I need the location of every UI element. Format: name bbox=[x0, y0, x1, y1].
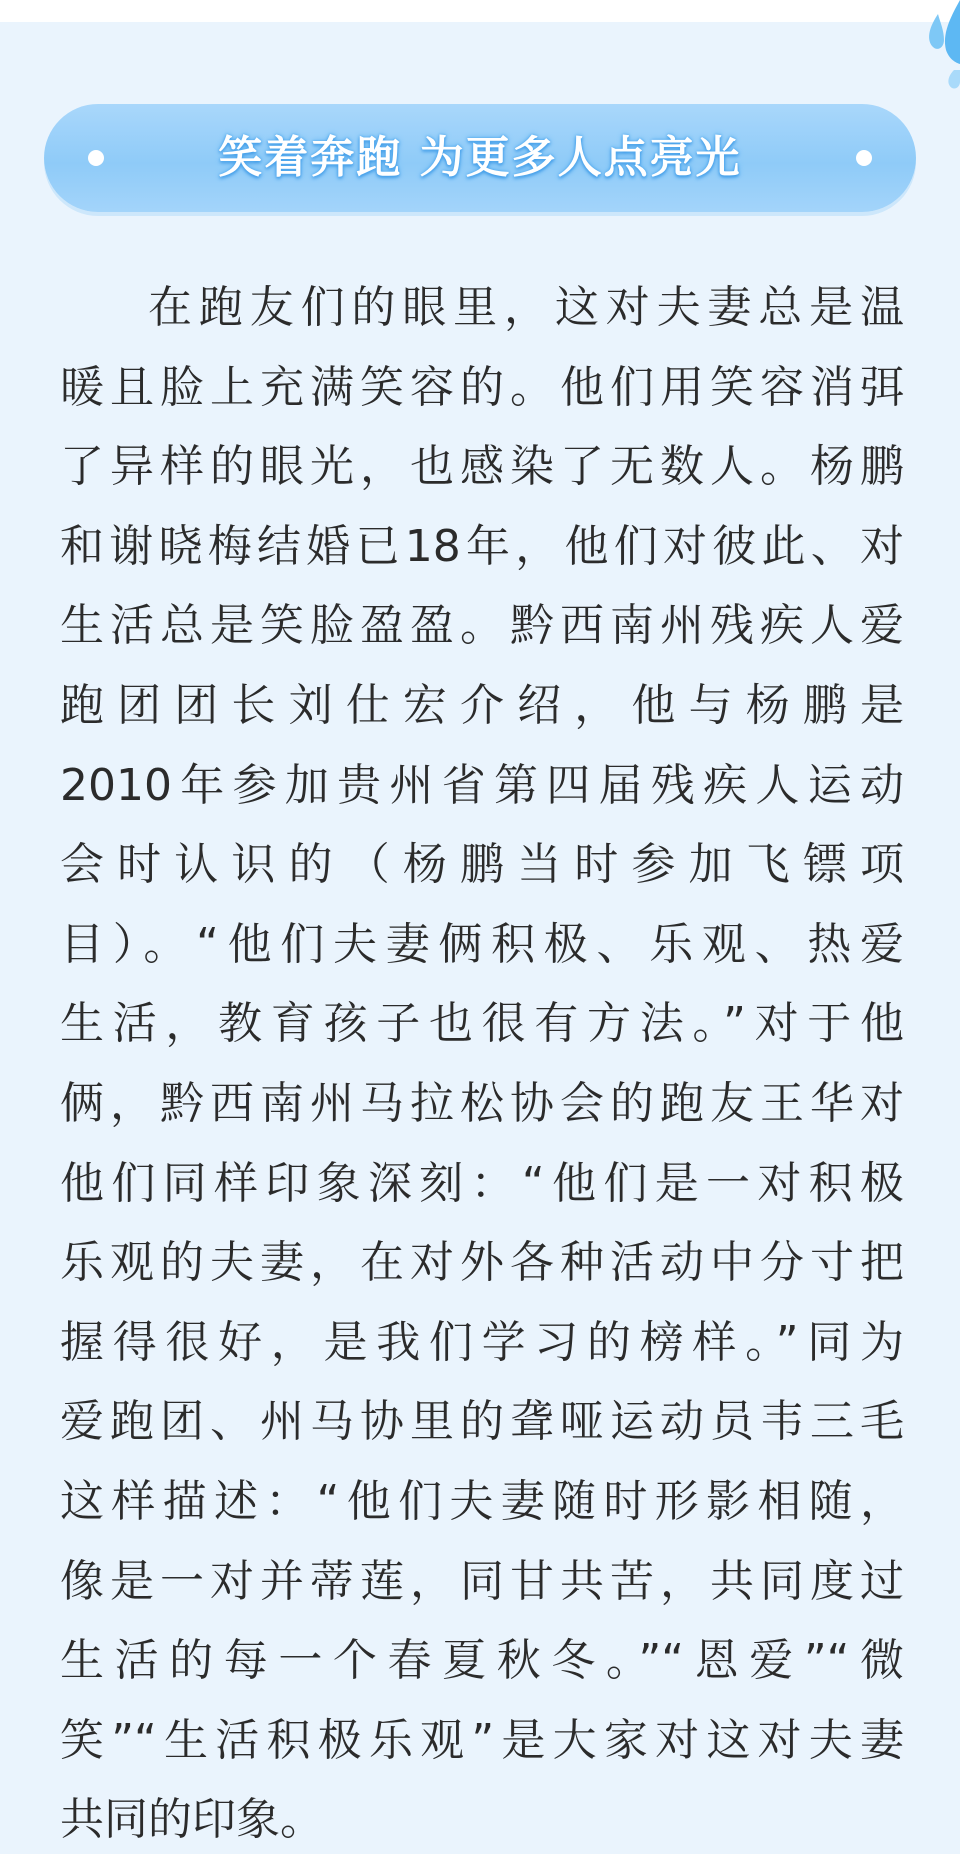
article-line: 生活，教育孩子也很有方法。”对于他 bbox=[60, 998, 904, 1050]
article-body bbox=[60, 268, 904, 1860]
article-line: 会时认识的（杨鹏当时参加飞镖项 bbox=[60, 839, 904, 891]
article-line: 爱跑团、州马协里的聋哑运动员韦三毛 bbox=[60, 1396, 904, 1448]
article-line: 暖且脸上充满笑容的。他们用笑容消弭 bbox=[60, 361, 904, 413]
article-line: 目）。“他们夫妻俩积极、乐观、热爱 bbox=[60, 918, 904, 970]
article-line: 这样描述：“他们夫妻随时形影相随， bbox=[60, 1475, 904, 1527]
article-line: 生活的每一个春夏秋冬。”“恩爱”“微 bbox=[60, 1635, 904, 1687]
article-line: 乐观的夫妻，在对外各种活动中分寸把 bbox=[60, 1237, 904, 1289]
article-line: 笑”“生活积极乐观”是大家对这对夫妻 bbox=[60, 1714, 904, 1766]
article-line: 他们同样印象深刻：“他们是一对积极 bbox=[60, 1157, 904, 1209]
article-line: 跑团团长刘仕宏介绍，他与杨鹏是 bbox=[60, 679, 904, 731]
article-line: 和谢晓梅结婚已18年，他们对彼此、对 bbox=[60, 520, 904, 572]
article-line: 握得很好，是我们学习的榜样。”同为 bbox=[60, 1316, 904, 1368]
water-drops-icon bbox=[880, 0, 960, 90]
section-title-banner bbox=[44, 104, 916, 212]
article-line: 像是一对并蒂莲，同甘共苦，共同度过 bbox=[60, 1555, 904, 1607]
article-line: 在跑友们的眼里，这对夫妻总是温 bbox=[148, 282, 904, 333]
article-line: 俩，黔西南州马拉松协会的跑友王华对 bbox=[60, 1077, 904, 1129]
banner-dot-right bbox=[856, 150, 872, 166]
article-line: 共同的印象。 bbox=[60, 1794, 324, 1846]
article-line: 生活总是笑脸盈盈。黔西南州残疾人爱 bbox=[60, 600, 904, 652]
article-line: 2010年参加贵州省第四届残疾人运动 bbox=[60, 759, 904, 811]
section-title: 笑着奔跑 为更多人点亮光 bbox=[218, 132, 742, 183]
article-line: 了异样的眼光，也感染了无数人。杨鹏 bbox=[60, 441, 904, 493]
